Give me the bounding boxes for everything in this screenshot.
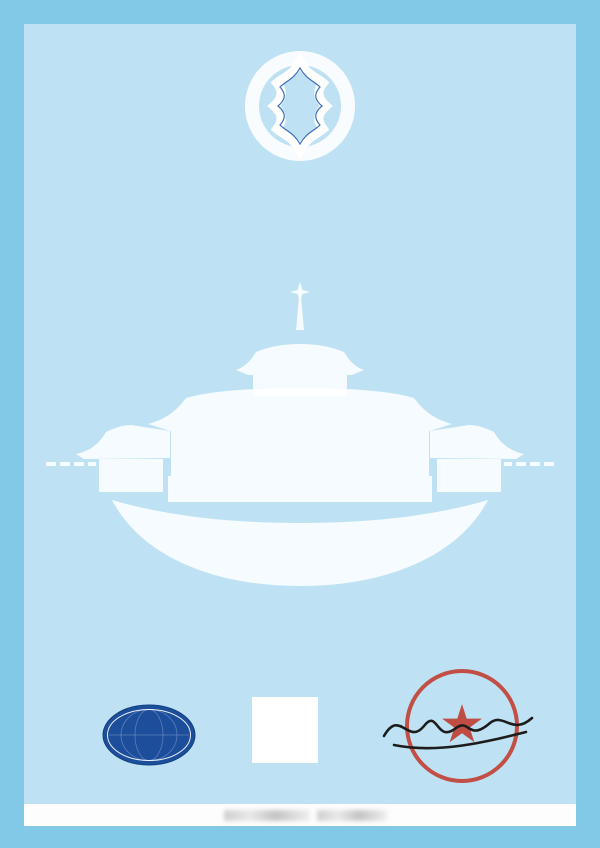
- mhgj-logo: [101, 703, 197, 767]
- palace-watermark: [20, 282, 580, 588]
- blurred-website: [317, 810, 387, 821]
- monogram-medallion: [240, 46, 360, 166]
- qr-code: [252, 697, 318, 763]
- dash-row-right: [504, 462, 554, 466]
- footer-address-line: [24, 804, 576, 826]
- blurred-phone: [224, 810, 310, 821]
- signature: [378, 692, 538, 762]
- dash-row-left: [46, 462, 96, 466]
